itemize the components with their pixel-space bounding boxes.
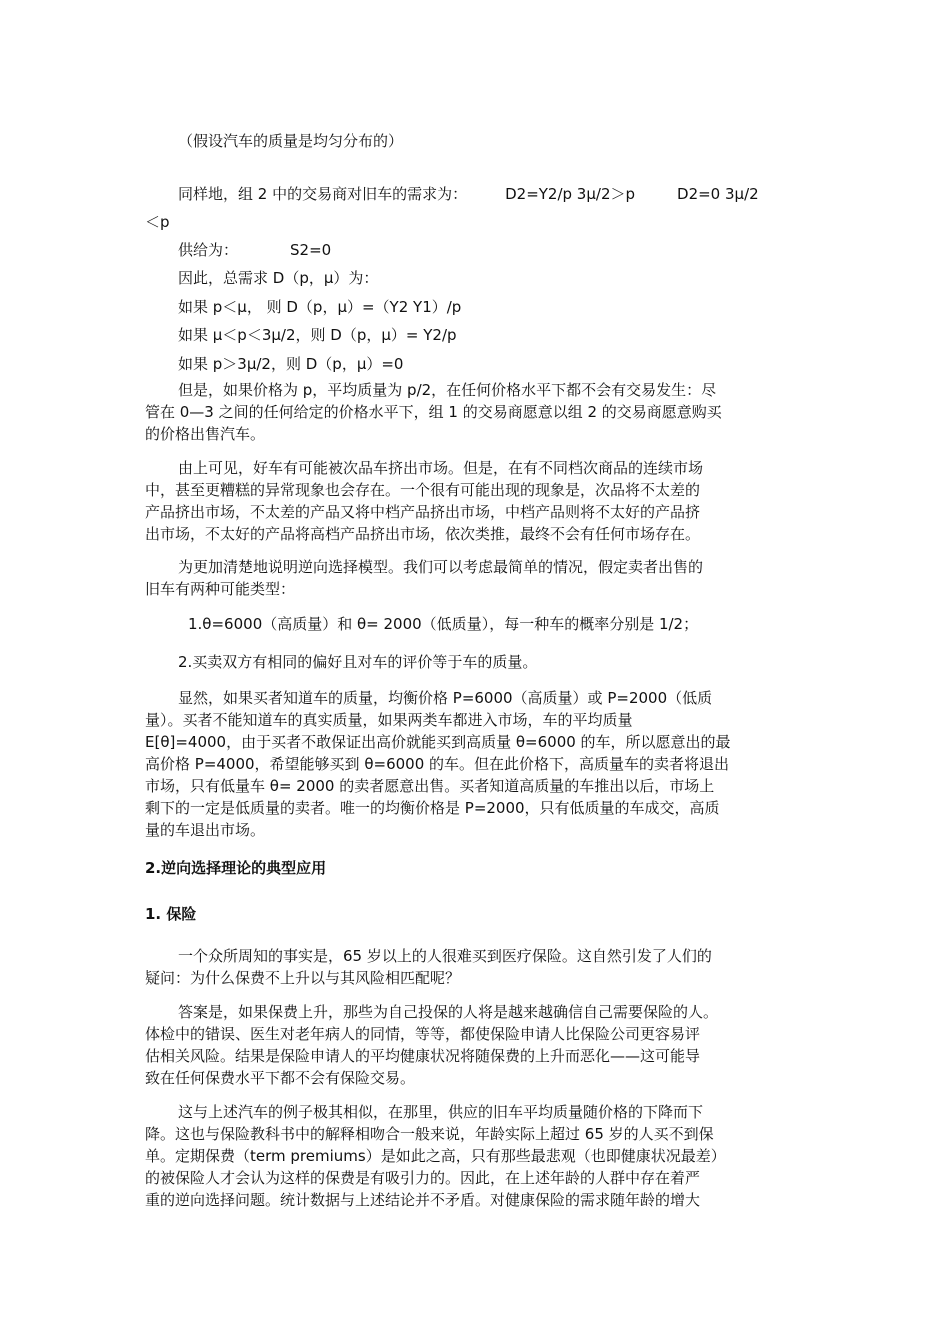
- text-line: 如果 p＜μ， 则 D（p，μ）=（Y2 Y1）/p: [178, 298, 462, 316]
- text-line: 如果 μ＜p＜3μ/2，则 D（p，μ）= Y2/p: [178, 326, 457, 344]
- text-line: 市场，只有低量车 θ= 2000 的卖者愿意出售。买者知道高质量的车推出以后，市场上: [145, 777, 715, 795]
- text-line: 估相关风险。结果是保险申请人的平均健康状况将随保费的上升而恶化——这可能导: [145, 1047, 701, 1065]
- text-line: [178, 182, 825, 206]
- text-line: 降。这也与保险教科书中的解释相吻合一般来说，年龄实际上超过 65 岁的人买不到保: [145, 1125, 714, 1143]
- text-line: 单。定期保费（term premiums）是如此之高，只有那些最悲观（也即健康状况最差）: [145, 1147, 726, 1165]
- text-line: 1.θ=6000（高质量）和 θ= 2000（低质量），每一种车的概率分别是 1/2；: [188, 615, 699, 633]
- text-segment: D2=0 3μ/2: [677, 185, 759, 203]
- text-line: 的被保险人才会认为这样的保费是有吸引力的。因此，在上述年龄的人群中存在着严: [145, 1169, 701, 1187]
- text-line: 旧车有两种可能类型：: [145, 580, 296, 598]
- text-line: [178, 238, 825, 262]
- text-line: 产品挤出市场，不太差的产品又将中档产品挤出市场，中档产品则将不太好的产品挤: [145, 503, 701, 521]
- text-line: 剩下的一定是低质量的卖者。唯一的均衡价格是 P=2000，只有低质量的车成交，高质: [145, 799, 720, 817]
- text-line: 因此，总需求 D（p，μ）为：: [178, 269, 379, 287]
- text-line: 的价格出售汽车。: [145, 425, 266, 443]
- text-line: 显然，如果买者知道车的质量，均衡价格 P=6000（高质量）或 P=2000（低质: [178, 689, 713, 707]
- text-line: （假设汽车的质量是均匀分布的）: [178, 132, 404, 150]
- text-line: 疑问：为什么保费不上升以与其风险相匹配呢？: [145, 969, 461, 987]
- text-line: ＜p: [145, 213, 170, 231]
- text-line: 这与上述汽车的例子极其相似，在那里，供应的旧车平均质量随价格的下降而下: [178, 1103, 704, 1121]
- text-line: 但是，如果价格为 p，平均质量为 p/2，在任何价格水平下都不会有交易发生：尽: [178, 381, 717, 399]
- text-line: 中，甚至更糟糕的异常现象也会存在。一个很有可能出现的现象是，次品将不太差的: [145, 481, 701, 499]
- text-line: 为更加清楚地说明逆向选择模型。我们可以考虑最简单的情况，假定卖者出售的: [178, 558, 704, 576]
- subsection-heading: 1. 保险: [145, 905, 197, 923]
- text-line: 出市场，不太好的产品将高档产品挤出市场，依次类推，最终不会有任何市场存在。: [145, 525, 701, 543]
- text-segment: S2=0: [290, 241, 332, 259]
- text-line: 由上可见，好车有可能被次品车挤出市场。但是，在有不同档次商品的连续市场: [178, 459, 704, 477]
- text-line: 答案是，如果保费上升，那些为自己投保的人将是越来越确信自己需要保险的人。: [178, 1003, 719, 1021]
- text-line: 体检中的错误、医生对老年病人的同情，等等，都使保险申请人比保险公司更容易评: [145, 1025, 701, 1043]
- text-line: 高价格 P=4000，希望能够买到 θ=6000 的车。但在此价格下，高质量车的卖者将退出: [145, 755, 730, 773]
- text-line: 致在任何保费水平下都不会有保险交易。: [145, 1069, 416, 1087]
- section-heading: 2.逆向选择理论的典型应用: [145, 859, 327, 877]
- text-line: 2.买卖双方有相同的偏好且对车的评价等于车的质量。: [178, 653, 538, 671]
- text-line: 量）。买者不能知道车的真实质量，如果两类车都进入市场，车的平均质量: [145, 711, 633, 729]
- text-line: E[θ]=4000，由于买者不敢保证出高价就能买到高质量 θ=6000 的车，所以愿意出的最: [145, 733, 731, 751]
- text-segment: 同样地，组 2 中的交易商对旧车的需求为：: [178, 185, 468, 203]
- text-line: 管在 0—3 之间的任何给定的价格水平下，组 1 的交易商愿意以组 2 的交易商愿意购买: [145, 403, 722, 421]
- text-segment: D2=Y2/p 3μ/2＞p: [505, 185, 636, 203]
- text-line: 量的车退出市场。: [145, 821, 266, 839]
- text-line: 重的逆向选择问题。统计数据与上述结论并不矛盾。对健康保险的需求随年龄的增大: [145, 1191, 701, 1209]
- text-line: 如果 p＞3μ/2，则 D（p，μ）=0: [178, 355, 404, 373]
- text-segment: 供给为：: [178, 241, 239, 259]
- text-line: 一个众所周知的事实是，65 岁以上的人很难买到医疗保险。这自然引发了人们的: [178, 947, 712, 965]
